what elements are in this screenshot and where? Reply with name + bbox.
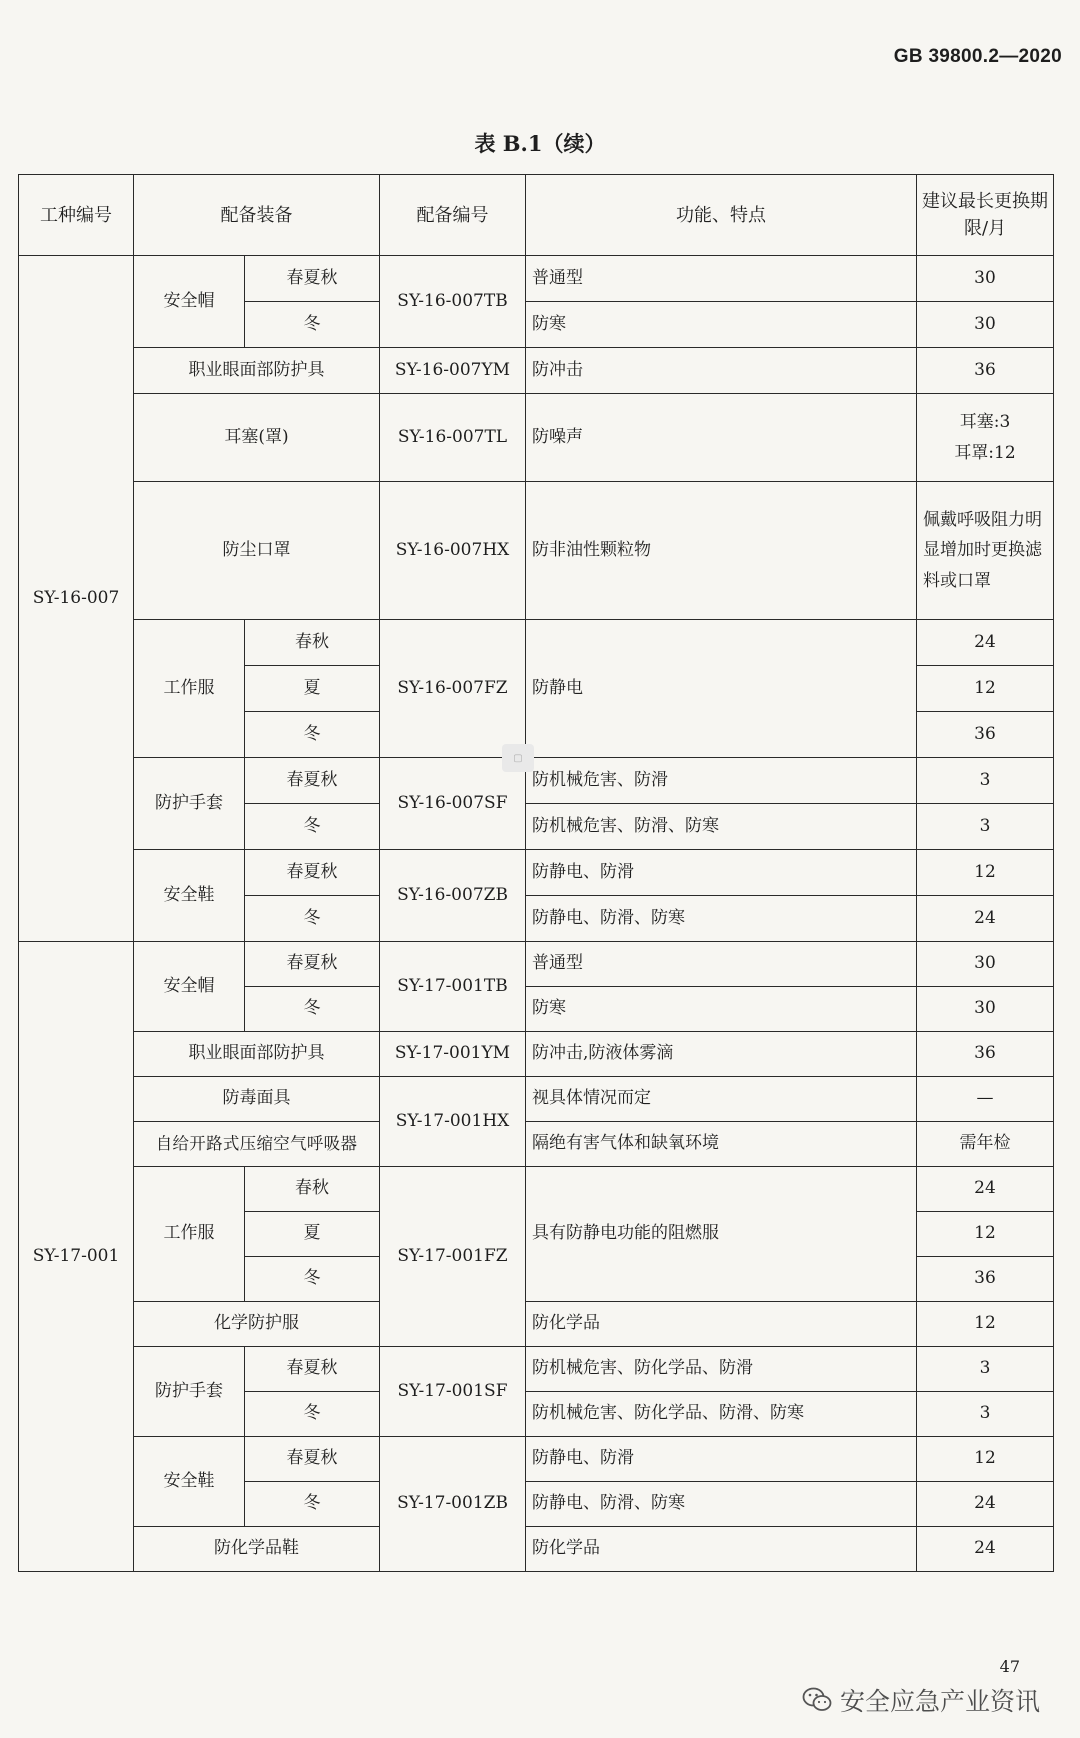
table-row [19, 256, 1054, 302]
table-row [19, 1437, 1054, 1482]
season-cell: 冬 [245, 987, 380, 1032]
header-row [19, 175, 1054, 256]
item-cell: 安全帽 [134, 942, 245, 1032]
header-cell: 配备装备 [134, 175, 380, 256]
period-cell: 24 [917, 1527, 1054, 1572]
feature-cell: 防噪声 [526, 394, 917, 482]
season-cell: 春夏秋 [245, 1437, 380, 1482]
period-cell: 36 [917, 1257, 1054, 1302]
feature-cell: 具有防静电功能的阻燃服 [526, 1167, 917, 1302]
feature-cell: 防寒 [526, 987, 917, 1032]
code-cell: SY-17-001FZ [380, 1167, 526, 1347]
feature-cell: 防机械危害、防化学品、防滑 [526, 1347, 917, 1392]
season-cell: 冬 [245, 1482, 380, 1527]
watermark [802, 1682, 1040, 1718]
period-cell: 3 [917, 1392, 1054, 1437]
period-cell: 耳塞:3 耳罩:12 [917, 394, 1054, 482]
code-cell: SY-16-007FZ [380, 620, 526, 758]
season-cell: 冬 [245, 302, 380, 348]
period-cell: 24 [917, 896, 1054, 942]
feature-cell: 防机械危害、防化学品、防滑、防寒 [526, 1392, 917, 1437]
code-cell: SY-16-007SF [380, 758, 526, 850]
item-cell: 自给开路式压缩空气呼吸器 [134, 1122, 380, 1167]
code-cell: SY-16-007TB [380, 256, 526, 348]
period-cell: 30 [917, 302, 1054, 348]
period-cell: 3 [917, 1347, 1054, 1392]
period-cell: — [917, 1077, 1054, 1122]
season-cell: 春夏秋 [245, 850, 380, 896]
item-cell: 化学防护服 [134, 1302, 380, 1347]
period-cell: 12 [917, 666, 1054, 712]
item-cell: 工作服 [134, 1167, 245, 1302]
wechat-icon [802, 1687, 832, 1713]
item-cell: 防化学品鞋 [134, 1527, 380, 1572]
standard-code: GB 39800.2—2020 [893, 46, 1062, 67]
feature-cell: 防冲击 [526, 348, 917, 394]
season-cell: 夏 [245, 1212, 380, 1257]
code-cell: SY-17-001HX [380, 1077, 526, 1167]
season-cell: 春秋 [245, 620, 380, 666]
table-row [19, 482, 1054, 620]
feature-cell: 防静电、防滑、防寒 [526, 896, 917, 942]
watermark-text: 安全应急产业资讯 [839, 1687, 1040, 1716]
period-cell: 佩戴呼吸阻力明显增加时更换滤料或口罩 [917, 482, 1054, 620]
period-cell: 12 [917, 850, 1054, 896]
table-row [19, 942, 1054, 987]
code-cell: SY-17-001TB [380, 942, 526, 1032]
work-type-cell: SY-17-001 [19, 942, 134, 1572]
code-cell: SY-17-001ZB [380, 1437, 526, 1572]
period-cell: 3 [917, 804, 1054, 850]
season-cell: 冬 [245, 712, 380, 758]
table-row [19, 1167, 1054, 1212]
code-cell: SY-17-001YM [380, 1032, 526, 1077]
period-cell: 30 [917, 987, 1054, 1032]
period-cell: 12 [917, 1302, 1054, 1347]
item-cell: 防毒面具 [134, 1077, 380, 1122]
table-row [19, 1302, 1054, 1347]
table-row [19, 850, 1054, 896]
feature-cell: 防冲击,防液体雾滴 [526, 1032, 917, 1077]
page-number: 47 [999, 1657, 1020, 1676]
season-cell: 春夏秋 [245, 942, 380, 987]
period-cell: 24 [917, 1167, 1054, 1212]
period-cell: 12 [917, 1212, 1054, 1257]
feature-cell: 防静电、防滑 [526, 850, 917, 896]
table-row [19, 1347, 1054, 1392]
period-cell: 30 [917, 942, 1054, 987]
feature-cell: 防非油性颗粒物 [526, 482, 917, 620]
item-cell: 防护手套 [134, 1347, 245, 1437]
table-row [19, 394, 1054, 482]
work-type-cell: SY-16-007 [19, 256, 134, 942]
season-cell: 冬 [245, 804, 380, 850]
code-cell: SY-16-007YM [380, 348, 526, 394]
item-cell: 防护手套 [134, 758, 245, 850]
item-cell: 耳塞(罩) [134, 394, 380, 482]
item-cell: 安全鞋 [134, 850, 245, 942]
season-cell: 冬 [245, 1257, 380, 1302]
table-row [19, 348, 1054, 394]
code-cell: SY-16-007TL [380, 394, 526, 482]
period-cell: 24 [917, 1482, 1054, 1527]
period-cell: 3 [917, 758, 1054, 804]
table-row [19, 1527, 1054, 1572]
code-cell: SY-16-007HX [380, 482, 526, 620]
code-cell: SY-17-001SF [380, 1347, 526, 1437]
period-cell: 36 [917, 712, 1054, 758]
period-cell: 24 [917, 620, 1054, 666]
period-cell: 36 [917, 1032, 1054, 1077]
item-cell: 职业眼面部防护具 [134, 1032, 380, 1077]
feature-cell: 防静电、防滑 [526, 1437, 917, 1482]
period-cell: 36 [917, 348, 1054, 394]
season-cell: 春夏秋 [245, 758, 380, 804]
header-cell: 建议最长更换期限/月 [917, 175, 1054, 256]
table-title: 表 B.1（续） [474, 131, 606, 156]
header-cell: 工种编号 [19, 175, 134, 256]
season-cell: 春夏秋 [245, 256, 380, 302]
feature-cell: 防化学品 [526, 1302, 917, 1347]
table-row [19, 758, 1054, 804]
scan-stamp: ▢ [502, 744, 534, 772]
item-cell: 安全鞋 [134, 1437, 245, 1527]
equipment-table [18, 174, 1054, 1572]
feature-cell: 防静电、防滑、防寒 [526, 1482, 917, 1527]
feature-cell: 防静电 [526, 620, 917, 758]
table-row [19, 1122, 1054, 1167]
feature-cell: 防机械危害、防滑、防寒 [526, 804, 917, 850]
table-row [19, 620, 1054, 666]
season-cell: 春秋 [245, 1167, 380, 1212]
item-cell: 安全帽 [134, 256, 245, 348]
feature-cell: 防寒 [526, 302, 917, 348]
header-cell: 配备编号 [380, 175, 526, 256]
period-cell: 需年检 [917, 1122, 1054, 1167]
period-cell: 12 [917, 1437, 1054, 1482]
season-cell: 冬 [245, 1392, 380, 1437]
season-cell: 春夏秋 [245, 1347, 380, 1392]
period-cell: 30 [917, 256, 1054, 302]
item-cell: 职业眼面部防护具 [134, 348, 380, 394]
item-cell: 防尘口罩 [134, 482, 380, 620]
feature-cell: 防化学品 [526, 1527, 917, 1572]
feature-cell: 防机械危害、防滑 [526, 758, 917, 804]
header-cell: 功能、特点 [526, 175, 917, 256]
feature-cell: 普通型 [526, 942, 917, 987]
feature-cell: 视具体情况而定 [526, 1077, 917, 1122]
feature-cell: 隔绝有害气体和缺氧环境 [526, 1122, 917, 1167]
feature-cell: 普通型 [526, 256, 917, 302]
table-row [19, 1077, 1054, 1122]
code-cell: SY-16-007ZB [380, 850, 526, 942]
season-cell: 冬 [245, 896, 380, 942]
item-cell: 工作服 [134, 620, 245, 758]
table-row [19, 1032, 1054, 1077]
season-cell: 夏 [245, 666, 380, 712]
